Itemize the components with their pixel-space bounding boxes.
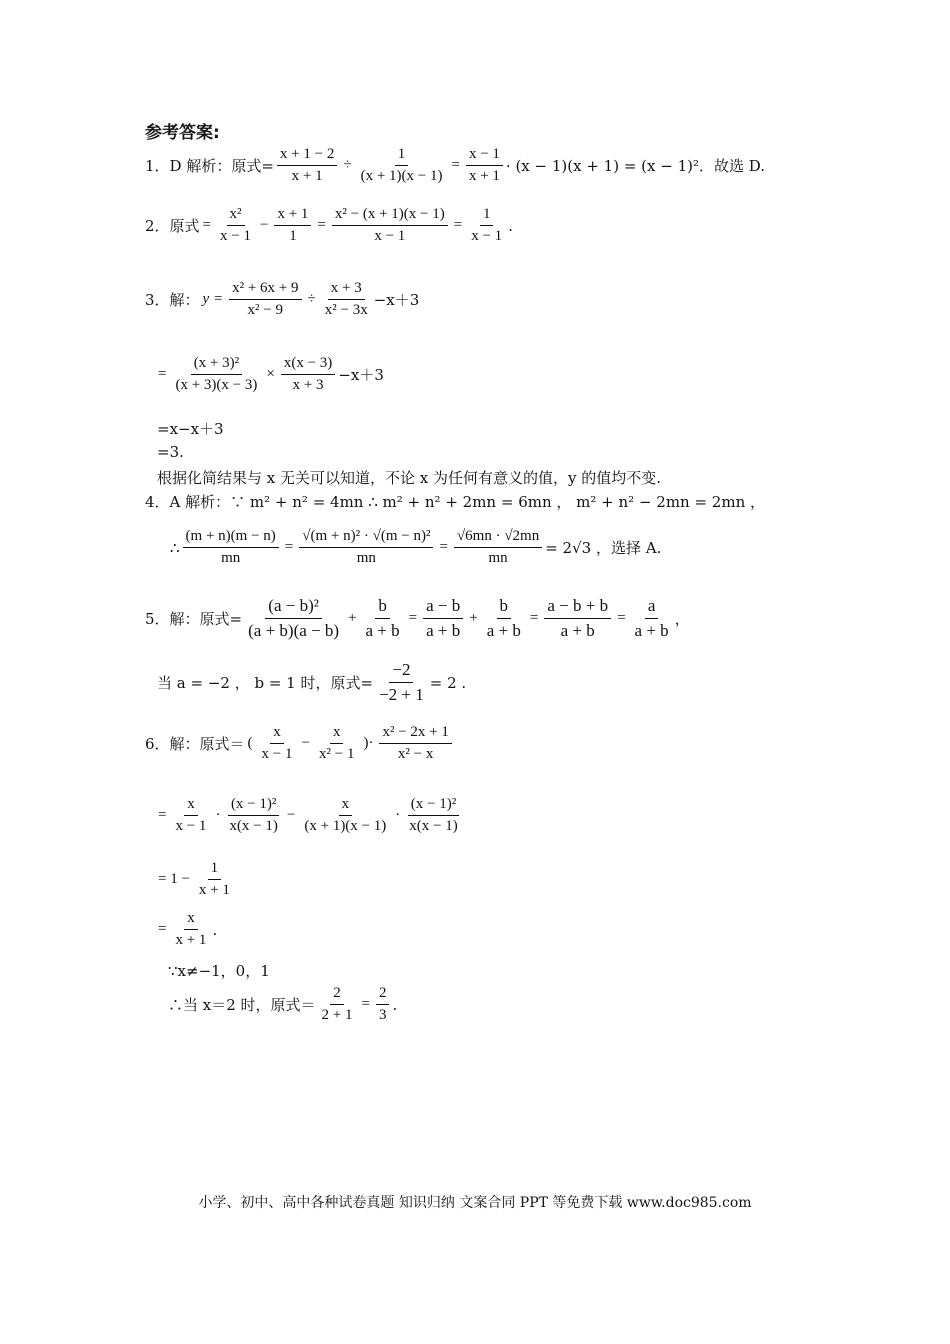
q3-frac-2: $\frac{x + 3}{\text{x² − 3x}}$ <box>324 280 368 318</box>
q3-times: × <box>266 366 275 382</box>
q6-line-final <box>168 985 397 1024</box>
q6-frac-5: $\frac{\text{(x − 1)²}}{x(x - 1)}$ <box>229 796 278 834</box>
q5-end: ， <box>674 610 690 628</box>
q6-minus2: − <box>286 807 296 823</box>
q6-eq2: = 1 − <box>158 871 190 887</box>
q4-line-1: 4．A 解析：∵ m² + n² = 4mn ∴ m² + n² + 2mn = 6mn ， m² + n² − 2mn = 2mn ， <box>145 493 766 511</box>
q6-final-lead: ∴当 x＝2 时，原式＝ <box>168 996 316 1014</box>
q5-frac-6: $\frac{a}{a + b}$ <box>634 596 669 640</box>
q4-tail: = 2√3 ，选择 A. <box>545 539 662 557</box>
q6-frac-1: $\frac{x}{x - 1}$ <box>261 724 293 762</box>
q5-eq3: = <box>617 610 626 626</box>
q3-line-4: =3. <box>157 443 184 461</box>
q6-line-3 <box>155 860 236 899</box>
q3-y: y = <box>202 291 224 307</box>
q3-line-2 <box>155 355 384 394</box>
q2-end: . <box>508 216 513 235</box>
q1-tail: · (x − 1)(x + 1) = (x − 1)²．故选 D. <box>505 157 766 175</box>
q5-frac-7: $\frac{-2}{-2 + 1}$ <box>379 660 424 704</box>
q3-frac-3: $\frac{\text{(x + 3)²}}{(x + 3)(x - 3)}$ <box>175 355 258 393</box>
q5-frac-4: $\frac{b}{a + b}$ <box>486 596 521 640</box>
q5-plus2: + <box>469 610 478 626</box>
q6-end3: . <box>212 920 218 939</box>
q6-frac-10: $\frac{2}{2 + 1}$ <box>321 985 353 1023</box>
q6-open: ( <box>247 735 253 751</box>
q5-lead: 5．解：原式= <box>145 610 243 628</box>
q6-line-2 <box>155 796 464 835</box>
q5-frac-3: $\frac{a - b}{a + b}$ <box>423 596 463 641</box>
q3-frac-4: $\frac{x(x - 3)}{x + 3}$ <box>281 355 335 394</box>
q6-dot1: · <box>215 807 221 823</box>
q6-frac-6: $\frac{x}{(x + 1)(x - 1)}$ <box>304 796 387 834</box>
q6-eq4: = <box>361 996 370 1012</box>
q2-line <box>145 206 513 245</box>
q3-tail2: −x＋3 <box>338 366 384 384</box>
q3-frac-1: $\frac{\text{x² + 6x + 9}}{\text{x² − 9}}$ <box>229 280 301 319</box>
q2-frac-3: $\frac{\text{x² − (x + 1)(x − 1)}}{x - 1}$ <box>332 206 448 245</box>
q3-line-5: 根据化简结果与 x 无关可以知道，不论 x 为任何有意义的值，y 的值均不变. <box>157 469 662 487</box>
q4-eq1: = <box>284 539 294 555</box>
q2-frac-1: $\frac{\text{x²}}{x - 1}$ <box>220 206 251 244</box>
q3-line-3: =x−x＋3 <box>157 420 224 438</box>
q6-end4: . <box>392 995 398 1014</box>
q3-line-1 <box>145 280 419 319</box>
q5-line-2 <box>157 660 466 705</box>
q2-frac-2: $\frac{x + 1}{1}$ <box>274 206 311 245</box>
q1-line <box>145 146 765 185</box>
q4-eq2: = <box>439 539 448 555</box>
q2-eq1: = <box>202 217 212 233</box>
q3-tail1: −x＋3 <box>373 291 420 309</box>
q5-frac-1: $\frac{\text{(a − b)²}}{(a + b)(a - b)}$ <box>248 596 340 640</box>
page-footer: 小学、初中、高中各种试卷真题 知识归纳 文案合同 PPT 等免费下载 www.doc985.com <box>198 1195 752 1211</box>
q6-condition: ∵x≠−1，0，1 <box>168 962 270 980</box>
q4-frac-3: $\frac{√6mn \cdot √2mn}{mn}$ <box>454 528 542 567</box>
q4-line-2 <box>170 528 661 567</box>
q5-line-1 <box>145 596 690 641</box>
q1-frac-1: $\frac{x + 1 - 2}{x + 1}$ <box>277 146 337 185</box>
q1-eq: = <box>451 157 460 173</box>
q2-eq2: = <box>317 217 326 233</box>
q6-frac-2: $\frac{x}{\text{x² − 1}}$ <box>318 724 355 762</box>
q5-eq2: = <box>529 610 539 626</box>
page-heading: 参考答案: <box>145 123 220 143</box>
q5-line2-tail: = 2 . <box>429 673 467 692</box>
q5-plus1: + <box>348 610 357 626</box>
q2-lead: 2．原式 <box>145 217 200 235</box>
q4-therefore: ∴ <box>170 538 180 557</box>
q6-frac-4: $\frac{x}{x - 1}$ <box>175 796 207 834</box>
q4-frac-2: $\frac{\text{√(m + n)² · √(m − n)²}}{mn}$ <box>299 528 433 567</box>
q2-frac-4: $\frac{1}{x - 1}$ <box>471 206 503 244</box>
q6-frac-11: $\frac{2}{3}$ <box>376 985 390 1024</box>
q3-div: ÷ <box>307 291 316 307</box>
q6-line-1 <box>145 724 455 763</box>
q6-eq3: = <box>158 921 167 937</box>
q3-eq: = <box>158 366 167 382</box>
q6-frac-7: $\frac{\text{(x − 1)²}}{x(x - 1)}$ <box>409 796 458 834</box>
q5-frac-2: $\frac{b}{a + b}$ <box>365 596 400 640</box>
q1-frac-2: $\frac{1}{(x + 1)(x - 1)}$ <box>360 146 443 184</box>
q6-dot2: · <box>395 807 401 823</box>
q5-eq1: = <box>408 610 418 626</box>
q6-line-4 <box>155 910 217 949</box>
q6-frac-8: $\frac{1}{x + 1}$ <box>198 860 230 898</box>
q1-lead: 1．D 解析：原式= <box>145 157 274 175</box>
q2-eq3: = <box>453 217 463 233</box>
q6-eq1: = <box>158 807 167 823</box>
q6-close: )· <box>363 735 374 751</box>
q6-frac-3: $\frac{\text{x² − 2x + 1}}{\text{x² − x}}$ <box>379 724 451 763</box>
q5-line2-lead: 当 a = −2 ， b = 1 时，原式= <box>157 674 374 692</box>
q1-frac-3: $\frac{x - 1}{x + 1}$ <box>466 146 503 185</box>
q3-lead: 3．解： <box>145 291 200 309</box>
q6-minus1: − <box>301 735 310 751</box>
q4-frac-1: $\frac{(m + n)(m - n)}{mn}$ <box>183 528 279 567</box>
q6-frac-9: $\frac{x}{x + 1}$ <box>175 910 207 948</box>
q1-div: ÷ <box>343 157 352 173</box>
q2-minus: − <box>259 217 269 233</box>
q6-lead: 6．解：原式＝ <box>145 735 245 753</box>
q5-frac-5: $\frac{a - b + b}{a + b}$ <box>544 596 611 641</box>
